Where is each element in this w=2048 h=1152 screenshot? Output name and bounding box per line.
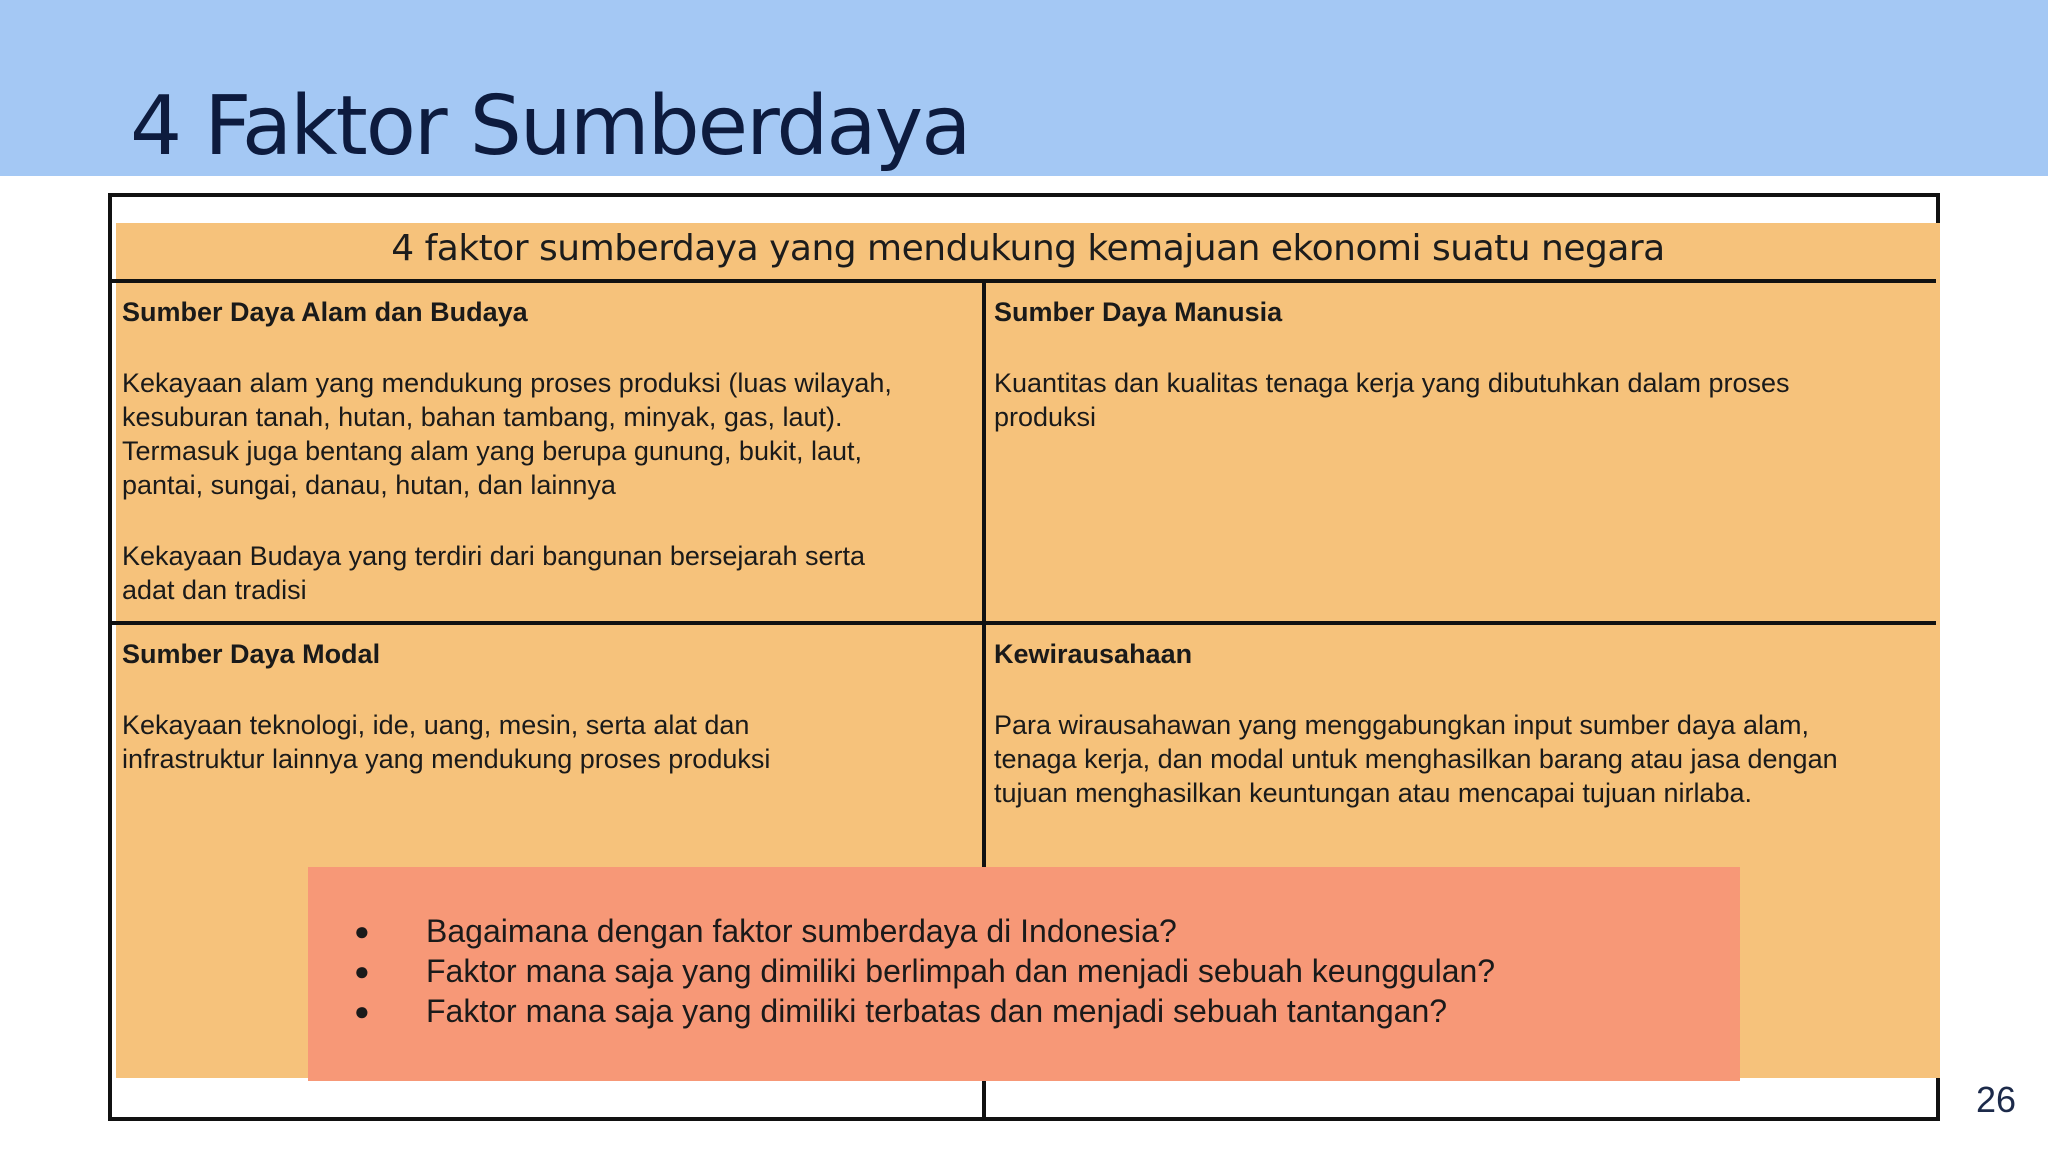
- question-item: [308, 991, 1740, 1031]
- question-item: [308, 911, 1740, 951]
- page-number: 26: [1976, 1079, 2017, 1120]
- table-heading: 4 faktor sumberdaya yang mendukung kemajuan ekonomi suatu negara: [391, 228, 1665, 269]
- question-text: Faktor mana saja yang dimiliki terbatas dan menjadi sebuah tantangan?: [426, 993, 1448, 1029]
- question-list: [308, 911, 1740, 1031]
- cell-paragraph: Kekayaan Budaya yang terdiri dari bangunan bersejarah serta adat dan tradisi: [122, 541, 865, 605]
- cell-title: Sumber Daya Manusia: [994, 297, 1283, 327]
- question-item: [308, 951, 1740, 991]
- cell-paragraph: Para wirausahawan yang menggabungkan input sumber daya alam, tenaga kerja, dan modal untuk menghasilkan barang atau jasa dengan tujuan menghasilkan keuntungan atau mencapai tujuan nirlaba.: [994, 710, 1838, 808]
- question-text: Bagaimana dengan faktor sumberdaya di Indonesia?: [426, 913, 1177, 949]
- discussion-questions-box: [308, 867, 1740, 1081]
- table-cell-human-resources: [994, 295, 1924, 471]
- cell-paragraph: Kekayaan teknologi, ide, uang, mesin, serta alat dan infrastruktur lainnya yang mendukung proses produksi: [122, 710, 771, 774]
- table-cell-natural-resources: [122, 295, 972, 644]
- question-text: Faktor mana saja yang dimiliki berlimpah dan menjadi sebuah keunggulan?: [426, 953, 1496, 989]
- slide-title: 4 Faktor Sumberdaya: [130, 79, 970, 174]
- bullet-icon: ●: [354, 996, 370, 1026]
- cell-paragraph: Kekayaan alam yang mendukung proses produksi (luas wilayah, kesuburan tanah, hutan, bahan tambang, minyak, gas, laut). Termasuk juga bentang alam yang berupa gunung, bukit, laut, pantai, sungai, danau, hutan, dan lainnya: [122, 368, 892, 500]
- table-cell-capital-resources: [122, 637, 972, 813]
- bullet-icon: ●: [354, 956, 370, 986]
- cell-title: Kewirausahaan: [994, 639, 1193, 669]
- bullet-icon: ●: [354, 916, 370, 946]
- table-cell-entrepreneurship: [994, 637, 1924, 847]
- cell-title: Sumber Daya Alam dan Budaya: [122, 297, 528, 327]
- table-divider-horizontal-1: [112, 279, 1936, 283]
- cell-title: Sumber Daya Modal: [122, 639, 381, 669]
- cell-paragraph: Kuantitas dan kualitas tenaga kerja yang dibutuhkan dalam proses produksi: [994, 368, 1790, 432]
